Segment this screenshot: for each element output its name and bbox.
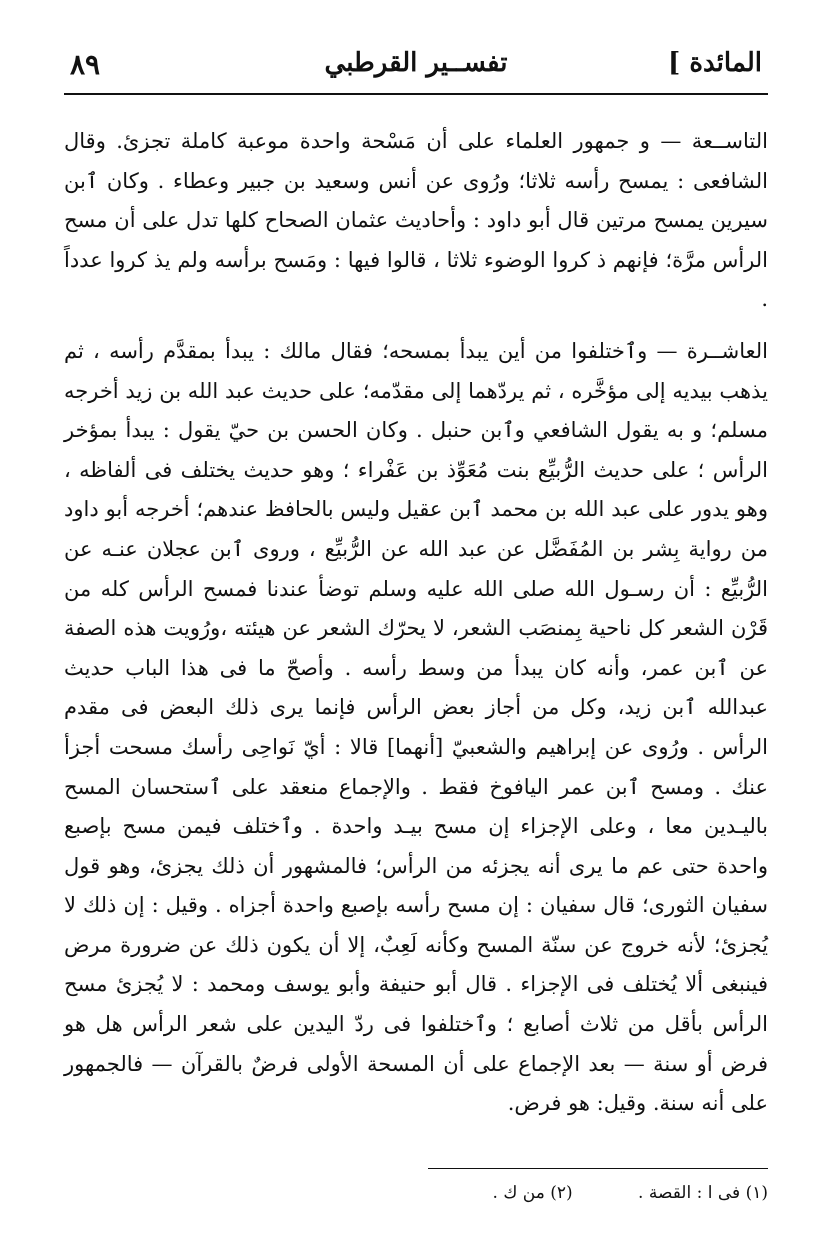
footnotes (68, 1180, 768, 1206)
footnote-rule (428, 1168, 768, 1169)
page-number: ٨٩ (70, 48, 101, 81)
header-rule (64, 93, 768, 95)
footnote-2: (٢) من ك . (492, 1183, 573, 1203)
book-title: تفســير القرطبي (324, 48, 508, 78)
footnote-1: (١) فى ا : القصة . (638, 1183, 768, 1203)
paragraph-tenth-issue: العاشــرة — وٱختلفوا من أين يبدأ بمسحه؛ فقال مالك : يبدأ بمقدَّم رأسه ، ثم يذهب بيديه إلى مؤخَّره ، ثم يردّهما إلى مقدّمه؛ على حديث عبد الله بن زيد أخرجه مسلم؛ و به يقول الشافعي وٱبن حنبل . وكان الحسن بن حيّ يقول : يبدأ بمؤخر الرأس ؛ على حديث الرُّبيِّع بنت مُعَوِّذ بن عَفْراء ؛ وهو حديث يختلف فى ألفاظه ، وهو يدور على عبد الله بن محمد ٱبن عقيل وليس بالحافظ عندهم؛ أخرجه أبو داود من رواية بِشر بن المُفَضَّل عن عبد الله عن الرُّبيِّع ، وروى ٱبن عجلان عنـه عن الرُّبيِّع : أن رسـول الله صلى الله عليه وسلم توضأ عندنا فمسح الرأس كله من قَرْن الشعر كل ناحية بِمنصَب الشعر، لا يحرّك الشعر عن هيئته ،ورُويت هذه الصفة عن ٱبن عمر، وأنه كان يبدأ من وسط رأسه . وأصحّ ما فى هذا الباب حديث عبدالله ٱبن زيد، وكل من أجاز بعض الرأس فإنما يرى ذلك البعض فى مقدم الرأس . ورُوى عن إبراهيم والشعبيّ [أنهما] قالا : أيّ نَواحِى رأسك مسحت أجزأ عنك . ومسح ٱبن عمر اليافوخ فقط . والإجماع منعقد على ٱستحسان المسح باليـدين معا ، وعلى الإجزاء إن مسح بيـد واحدة . وٱختلف فيمن مسح بإصبع واحدة حتى عم ما يرى أنه يجزئه من الرأس؛ فالمشهور أن ذلك يجزئ، وهو قول سفيان الثورى؛ قال سفيان : إن مسح رأسه بإصبع واحدة أجزاه . وقيل : إن ذلك لا يُجزئ؛ لأنه خروج عن سنّة المسح وكأنه لَعِبٌ، إلا أن يكون ذلك عن ضرورة مرض فينبغى ألا يُختلف فى الإجزاء . قال أبو حنيفة وأبو يوسف ومحمد : لا يُجزئ مسح الرأس بأقل من ثلاث أصابع ؛ وٱختلفوا فى ردّ اليدين على شعر الرأس هل هو فرض أو سنة — بعد الإجماع على أن المسحة الأولى فرضٌ بالقرآن — فالجمهور على أنه سنة. وقيل: هو فرض. (64, 338, 768, 1116)
main-text (64, 122, 768, 1132)
running-header (64, 38, 768, 94)
surah-name: المائدة ] (668, 48, 762, 78)
paragraph-ninth-issue: التاســعة — و جمهور العلماء على أن مَسْحة واحدة موعبة كاملة تجزئ. وقال الشافعى : يمسح رأسه ثلاثا؛ ورُوى عن أنس وسعيد بن جبير وعطاء . وكان ٱبن سيرين يمسح مرتين قال أبو داود : وأحاديث عثمان الصحاح كلها تدل على أن مسح الرأس مرَّة؛ فإنهم ذ كروا الوضوء ثلاثا ، قالوا فيها : ومَسح برأسه ولم يذ كروا عدداً . (64, 129, 768, 312)
